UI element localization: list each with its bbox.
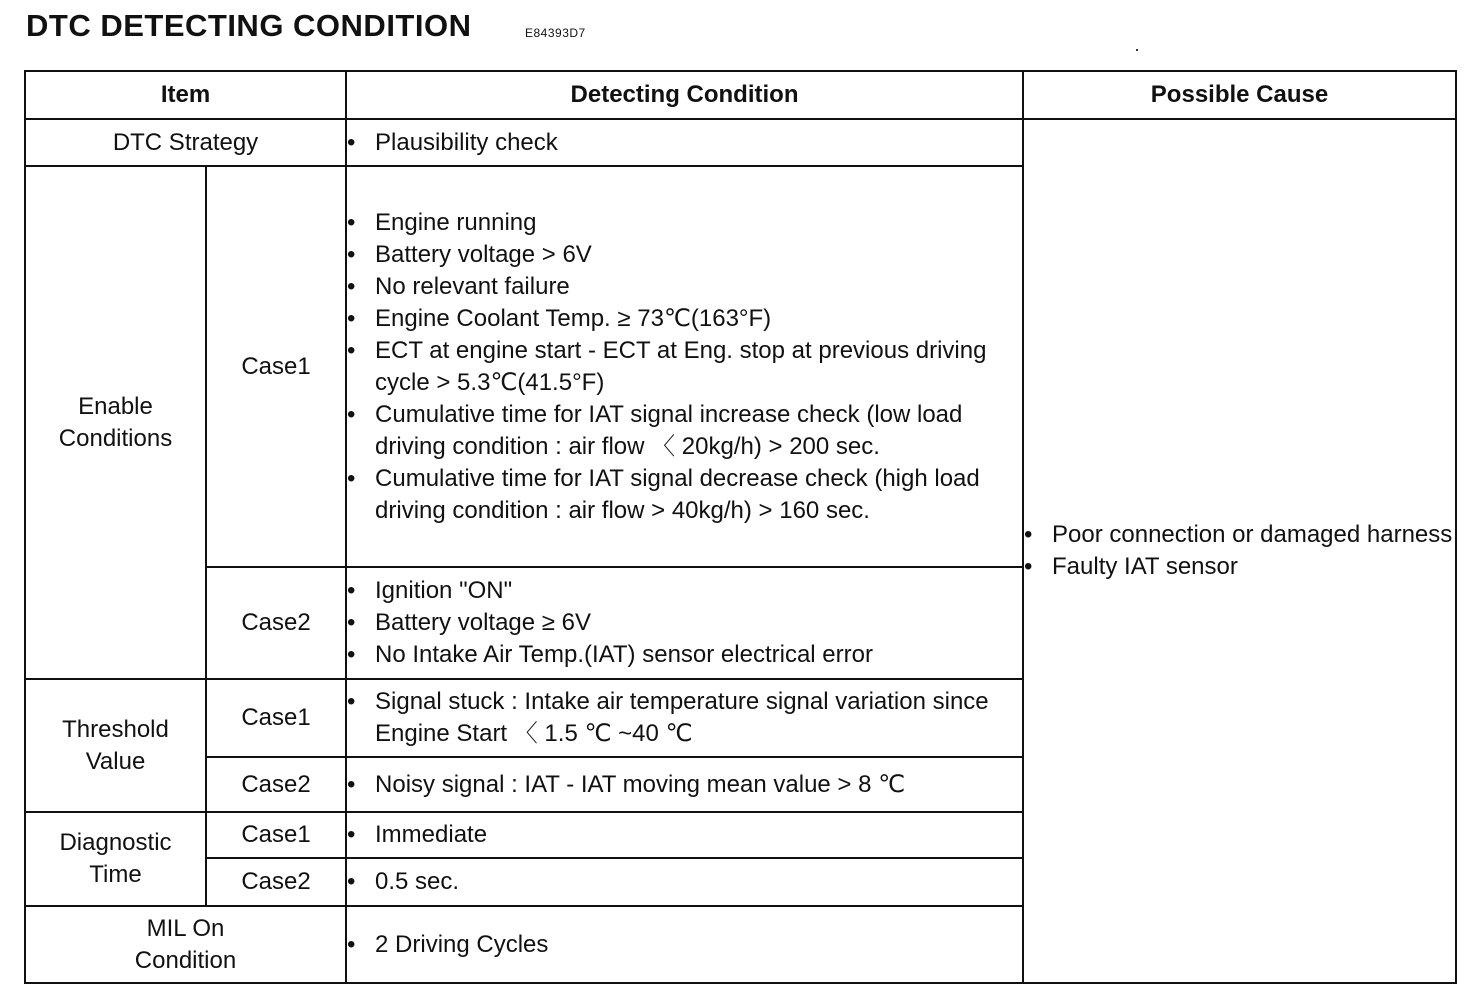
label-diagnostic-case2: Case2 bbox=[206, 858, 346, 906]
label-diagnostic-time bbox=[25, 812, 206, 906]
list-item: • Faulty IAT sensor bbox=[1024, 551, 1455, 583]
header-possible-cause: Possible Cause bbox=[1023, 71, 1456, 119]
label-enable-case1: Case1 bbox=[206, 166, 346, 567]
list-item: • Engine Coolant Temp. ≥ 73℃(163°F) bbox=[347, 303, 1022, 335]
row-dtc-strategy bbox=[25, 119, 1456, 166]
cell-strategy-conditions bbox=[346, 119, 1023, 166]
cell-mil-conditions bbox=[346, 906, 1023, 983]
mil-on-condition-text: MIL On Condition bbox=[134, 914, 237, 974]
list-item: • Cumulative time for IAT signal decrease check (high load driving condition : air flow > 40kg/h) > 160 sec. bbox=[347, 463, 1022, 527]
label-threshold-case1: Case1 bbox=[206, 679, 346, 757]
label-enable-case2: Case2 bbox=[206, 567, 346, 679]
list-item: • No Intake Air Temp.(IAT) sensor electrical error bbox=[347, 639, 1022, 671]
enable-conditions-text: Enable Conditions bbox=[58, 392, 173, 452]
header-detecting-condition: Detecting Condition bbox=[346, 71, 1023, 119]
list-item: • Battery voltage ≥ 6V bbox=[347, 607, 1022, 639]
speck-mark bbox=[1136, 49, 1138, 51]
threshold-value-text: Threshold Value bbox=[62, 715, 169, 775]
list-item: • ECT at engine start - ECT at Eng. stop at previous driving cycle > 5.3℃(41.5°F) bbox=[347, 335, 1022, 399]
label-enable-conditions bbox=[25, 166, 206, 679]
header-item: Item bbox=[25, 71, 346, 119]
list-item: • Signal stuck : Intake air temperature signal variation since Engine Start 〈 1.5 ℃ ~40 ℃ bbox=[347, 686, 1022, 750]
enable-case1-list bbox=[347, 207, 1022, 527]
list-item: • Immediate bbox=[347, 819, 1022, 851]
page-title: DTC DETECTING CONDITION bbox=[26, 8, 472, 43]
list-item: • Engine running bbox=[347, 207, 1022, 239]
enable-case2-list bbox=[347, 575, 1022, 671]
dtc-table bbox=[24, 70, 1457, 984]
cell-diagnostic-case1-conditions bbox=[346, 812, 1023, 858]
header-row bbox=[25, 71, 1456, 119]
cell-diagnostic-case2-conditions bbox=[346, 858, 1023, 906]
cell-threshold-case2-conditions bbox=[346, 757, 1023, 812]
diagnostic-case1-list bbox=[347, 819, 1022, 851]
label-diagnostic-case1: Case1 bbox=[206, 812, 346, 858]
list-item: • Cumulative time for IAT signal increase check (low load driving condition : air flow 〈 20kg/h) > 200 sec. bbox=[347, 399, 1022, 463]
label-threshold-value bbox=[25, 679, 206, 812]
cell-enable-case1-conditions bbox=[346, 166, 1023, 567]
list-item: • Battery voltage > 6V bbox=[347, 239, 1022, 271]
cell-threshold-case1-conditions bbox=[346, 679, 1023, 757]
mil-list bbox=[347, 929, 1022, 961]
threshold-case2-list bbox=[347, 769, 1022, 801]
strategy-list bbox=[347, 127, 1022, 159]
label-mil-on-condition bbox=[25, 906, 346, 983]
threshold-case1-list bbox=[347, 686, 1022, 750]
list-item: • 0.5 sec. bbox=[347, 866, 1022, 898]
list-item: • Poor connection or damaged harness bbox=[1024, 519, 1455, 551]
list-item: • No relevant failure bbox=[347, 271, 1022, 303]
cell-possible-cause bbox=[1023, 119, 1456, 983]
list-item: • 2 Driving Cycles bbox=[347, 929, 1022, 961]
cause-list bbox=[1024, 519, 1455, 583]
list-item: • Noisy signal : IAT - IAT moving mean value > 8 ℃ bbox=[347, 769, 1022, 801]
list-item: • Ignition "ON" bbox=[347, 575, 1022, 607]
document-code: E84393D7 bbox=[525, 26, 586, 40]
diagnostic-time-text: Diagnostic Time bbox=[59, 829, 172, 888]
diagnostic-case2-list bbox=[347, 866, 1022, 898]
label-threshold-case2: Case2 bbox=[206, 757, 346, 812]
label-dtc-strategy: DTC Strategy bbox=[25, 119, 346, 166]
cell-enable-case2-conditions bbox=[346, 567, 1023, 679]
list-item: • Plausibility check bbox=[347, 127, 1022, 159]
